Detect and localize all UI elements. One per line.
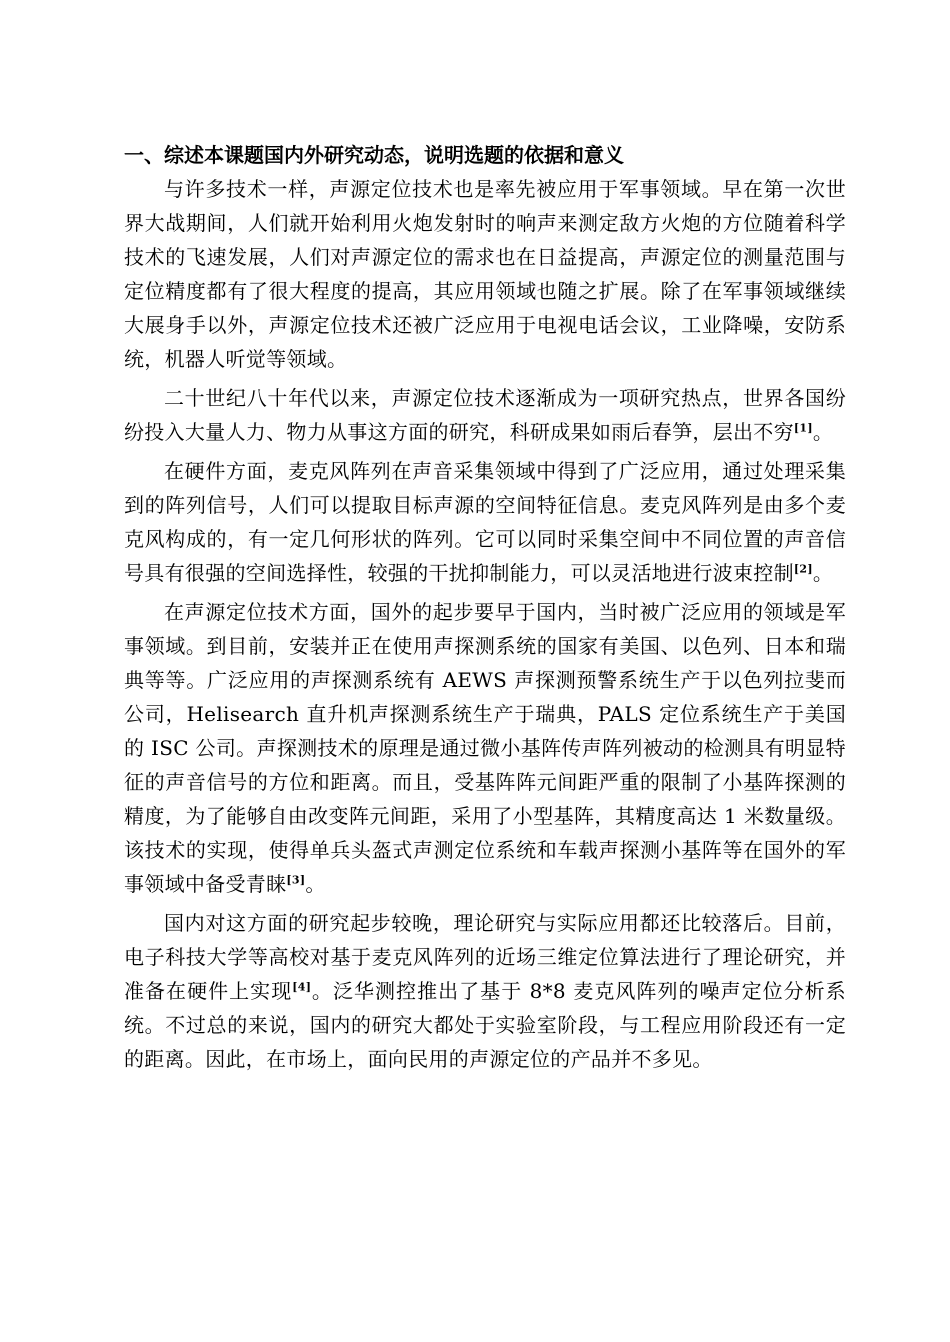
citation-marker: [4] — [292, 980, 312, 994]
paragraph-text-tail: 。泛华测控推出了基于 8*8 麦克风阵列的噪声定位分析系统。不过总的来说，国内的研究大都处于实验室阶段，与工程应用阶段还有一定的距离。因此，在市场上，面向民用的声源定位的产品并不多见。 — [124, 979, 846, 1071]
paragraph-4 — [124, 595, 846, 901]
paragraph-text: 国内对这方面的研究起步较晚，理论研究与实际应用都还比较落后。目前，电子科技大学等高校对基于麦克风阵列的近场三维定位算法进行了理论研究，并准备在硬件上实现 — [124, 911, 846, 1003]
citation-marker: [2] — [793, 562, 813, 576]
paragraph-text-tail: 。 — [305, 872, 326, 896]
section-heading: 一、综述本课题国内外研究动态，说明选题的依据和意义 — [124, 143, 624, 167]
paragraph-1 — [124, 172, 846, 376]
paragraph-text-tail: 。 — [812, 561, 834, 585]
paragraph-text: 与许多技术一样，声源定位技术也是率先被应用于军事领域。早在第一次世界大战期间，人们就开始利用火炮发射时的响声来测定敌方火炮的方位随着科学技术的飞速发展，人们对声源定位的需求也在日益提高，声源定位的测量范围与定位精度都有了很大程度的提高，其应用领域也随之扩展。除了在军事领域继续大展身手以外，声源定位技术还被广泛应用于电视电话会议，工业降噪，安防系统，机器人听觉等领域。 — [124, 177, 846, 371]
citation-marker: [1] — [793, 421, 813, 435]
citation-marker: [3] — [286, 873, 306, 887]
paragraph-3 — [124, 454, 846, 590]
paragraph-2 — [124, 381, 846, 449]
paragraph-text: 在硬件方面，麦克风阵列在声音采集领域中得到了广泛应用，通过处理采集到的阵列信号，人们可以提取目标声源的空间特征信息。麦克风阵列是由多个麦克风构成的，有一定几何形状的阵列。它可以同时采集空间中不同位置的声音信号具有很强的空间选择性，较强的干扰抑制能力，可以灵活地进行波束控制 — [124, 459, 846, 585]
paragraph-5 — [124, 906, 846, 1076]
document-page — [124, 138, 846, 1081]
paragraph-text: 在声源定位技术方面，国外的起步要早于国内，当时被广泛应用的领域是军事领域。到目前，安装并正在使用声探测系统的国家有美国、以色列、日本和瑞典等等。广泛应用的声探测系统有 AEWS 声探测预警系统生产于以色列拉斐而公司，Helisearch 直升机声探测系统生产于瑞典，PALS 定位系统生产于美国的 ISC 公司。声探测技术的原理是通过微小基阵传声阵列被动的检测具有明显特征的声音信号的方位和距离。而且，受基阵阵元间距严重的限制了小基阵探测的精度，为了能够自由改变阵元间距，采用了小型基阵，其精度高达 1 米数量级。该技术的实现，使得单兵头盔式声测定位系统和车载声探测小基阵等在国外的军事领域中备受青睐 — [124, 600, 846, 896]
paragraph-text: 二十世纪八十年代以来，声源定位技术逐渐成为一项研究热点，世界各国纷纷投入大量人力、物力从事这方面的研究，科研成果如雨后春笋，层出不穷 — [124, 386, 846, 444]
paragraph-text-tail: 。 — [812, 420, 834, 444]
